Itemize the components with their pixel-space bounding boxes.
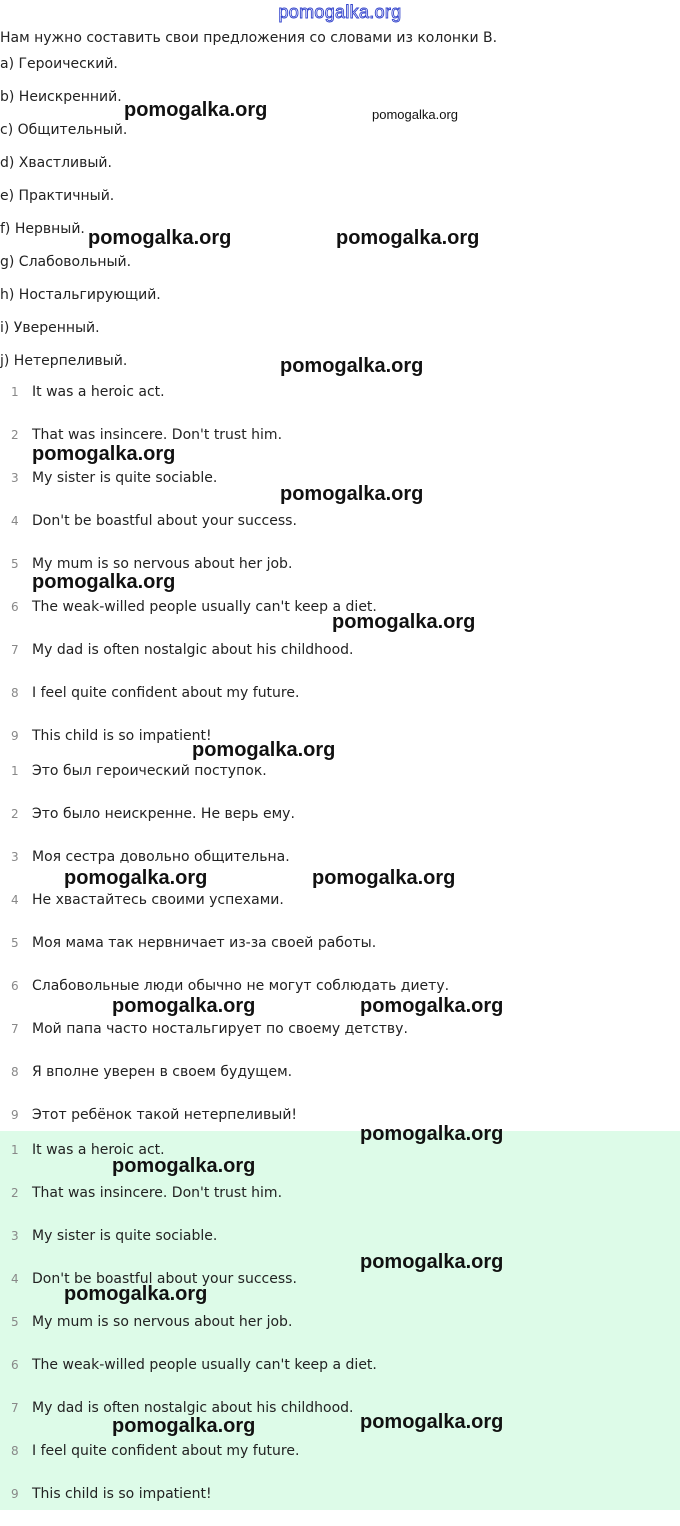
- sentence-row: [0, 381, 680, 424]
- sentence-text: I feel quite confident about my future.: [32, 685, 300, 701]
- sentence-text: Моя мама так нервничает из-за своей работы.: [32, 935, 377, 951]
- watermark: pomogalka.org: [360, 1123, 504, 1145]
- sentence-text: My mum is so nervous about her job.: [32, 556, 293, 572]
- sentence-text: Это было неискренне. Не верь ему.: [32, 806, 295, 822]
- sentence-number: 4: [11, 514, 19, 528]
- sentence-row: [0, 510, 680, 553]
- sentence-row: [0, 932, 680, 975]
- sentence-number: 8: [11, 1065, 19, 1079]
- watermark: pomogalka.org: [360, 1411, 504, 1433]
- adjective-item: c) Общительный.: [0, 122, 128, 138]
- adjective-item: e) Практичный.: [0, 188, 115, 204]
- sentence-row: [0, 682, 680, 725]
- sentence-text: I feel quite confident about my future.: [32, 1443, 300, 1459]
- sentence-row: [0, 889, 680, 932]
- adjective-item: h) Ностальгирующий.: [0, 287, 161, 303]
- sentence-number: 8: [11, 686, 19, 700]
- watermark: pomogalka.org: [112, 995, 256, 1017]
- sentence-row: [0, 1483, 680, 1526]
- answer-sentence-list: [0, 1139, 680, 1526]
- sentence-number: 2: [11, 428, 19, 442]
- sentence-number: 9: [11, 1108, 19, 1122]
- sentence-text: My dad is often nostalgic about his childhood.: [32, 1400, 354, 1416]
- watermark: pomogalka.org: [336, 227, 480, 249]
- sentence-text: This child is so impatient!: [32, 1486, 212, 1502]
- watermark: pomogalka.org: [360, 1251, 504, 1273]
- sentence-row: [0, 1311, 680, 1354]
- watermark: pomogalka.org: [64, 867, 208, 889]
- sentence-number: 3: [11, 471, 19, 485]
- adjective-item: a) Героический.: [0, 56, 118, 72]
- sentence-text: My sister is quite sociable.: [32, 1228, 218, 1244]
- sentence-number: 3: [11, 1229, 19, 1243]
- sentence-row: [0, 1061, 680, 1104]
- task-intro: Нам нужно составить свои предложения со словами из колонки B.: [0, 30, 498, 46]
- sentence-text: My mum is so nervous about her job.: [32, 1314, 293, 1330]
- sentence-number: 3: [11, 850, 19, 864]
- adjective-item: j) Нетерпеливый.: [0, 353, 128, 369]
- sentence-text: It was a heroic act.: [32, 1142, 165, 1158]
- sentence-number: 5: [11, 1315, 19, 1329]
- watermark: pomogalka.org: [360, 995, 504, 1017]
- watermark: pomogalka.org: [112, 1155, 256, 1177]
- watermark: pomogalka.org: [280, 355, 424, 377]
- watermark: pomogalka.org: [372, 107, 458, 122]
- sentence-text: Я вполне уверен в своем будущем.: [32, 1064, 293, 1080]
- sentence-text: Не хвастайтесь своими успехами.: [32, 892, 284, 908]
- sentence-text: That was insincere. Don't trust him.: [32, 1185, 283, 1201]
- sentence-number: 6: [11, 600, 19, 614]
- sentence-text: My dad is often nostalgic about his childhood.: [32, 642, 354, 658]
- sentence-number: 2: [11, 807, 19, 821]
- sentence-number: 7: [11, 643, 19, 657]
- watermark: pomogalka.org: [312, 867, 456, 889]
- sentence-number: 1: [11, 1143, 19, 1157]
- sentence-text: Этот ребёнок такой нетерпеливый!: [32, 1107, 298, 1123]
- sentence-text: This child is so impatient!: [32, 728, 212, 744]
- sentence-row: [0, 1139, 680, 1182]
- sentence-text: Don't be boastful about your success.: [32, 513, 297, 529]
- watermark: pomogalka.org: [280, 483, 424, 505]
- sentence-row: [0, 803, 680, 846]
- sentence-number: 9: [11, 1487, 19, 1501]
- sentence-number: 8: [11, 1444, 19, 1458]
- watermark: pomogalka.org: [192, 739, 336, 761]
- sentence-text: Это был героический поступок.: [32, 763, 267, 779]
- site-logo[interactable]: pomogalka.org: [278, 2, 402, 22]
- sentence-text: The weak-willed people usually can't keep a diet.: [32, 1357, 377, 1373]
- sentence-number: 2: [11, 1186, 19, 1200]
- sentence-number: 9: [11, 729, 19, 743]
- watermark: pomogalka.org: [32, 571, 176, 593]
- watermark: pomogalka.org: [88, 227, 232, 249]
- sentence-number: 7: [11, 1022, 19, 1036]
- sentence-row: [0, 639, 680, 682]
- sentence-text: That was insincere. Don't trust him.: [32, 427, 283, 443]
- sentence-number: 6: [11, 1358, 19, 1372]
- sentence-text: Слабовольные люди обычно не могут соблюдать диету.: [32, 978, 450, 994]
- sentence-row: [0, 1354, 680, 1397]
- adjective-item: g) Слабовольный.: [0, 254, 132, 270]
- sentence-number: 1: [11, 385, 19, 399]
- adjective-item: b) Неискренний.: [0, 89, 122, 105]
- adjective-item: f) Нервный.: [0, 221, 85, 237]
- watermark: pomogalka.org: [112, 1415, 256, 1437]
- sentence-number: 6: [11, 979, 19, 993]
- watermark: pomogalka.org: [332, 611, 476, 633]
- sentence-row: [0, 1440, 680, 1483]
- watermark: pomogalka.org: [124, 99, 268, 121]
- sentence-text: My sister is quite sociable.: [32, 470, 218, 486]
- sentence-text: Don't be boastful about your success.: [32, 1271, 297, 1287]
- sentence-number: 1: [11, 764, 19, 778]
- sentence-text: The weak-willed people usually can't keep a diet.: [32, 599, 377, 615]
- sentence-row: [0, 1397, 680, 1440]
- sentence-number: 5: [11, 557, 19, 571]
- sentence-number: 5: [11, 936, 19, 950]
- russian-sentence-list: [0, 760, 680, 1147]
- adjective-item: i) Уверенный.: [0, 320, 100, 336]
- sentence-row: [0, 1182, 680, 1225]
- sentence-row: [0, 975, 680, 1018]
- adjective-item: d) Хвастливый.: [0, 155, 112, 171]
- sentence-text: Мой папа часто ностальгирует по своему детству.: [32, 1021, 408, 1037]
- sentence-row: [0, 1018, 680, 1061]
- watermark: pomogalka.org: [32, 443, 176, 465]
- sentence-row: [0, 760, 680, 803]
- sentence-text: Моя сестра довольно общительна.: [32, 849, 290, 865]
- sentence-row: [0, 1225, 680, 1268]
- watermark: pomogalka.org: [64, 1283, 208, 1305]
- sentence-number: 4: [11, 893, 19, 907]
- sentence-number: 7: [11, 1401, 19, 1415]
- sentence-number: 4: [11, 1272, 19, 1286]
- sentence-text: It was a heroic act.: [32, 384, 165, 400]
